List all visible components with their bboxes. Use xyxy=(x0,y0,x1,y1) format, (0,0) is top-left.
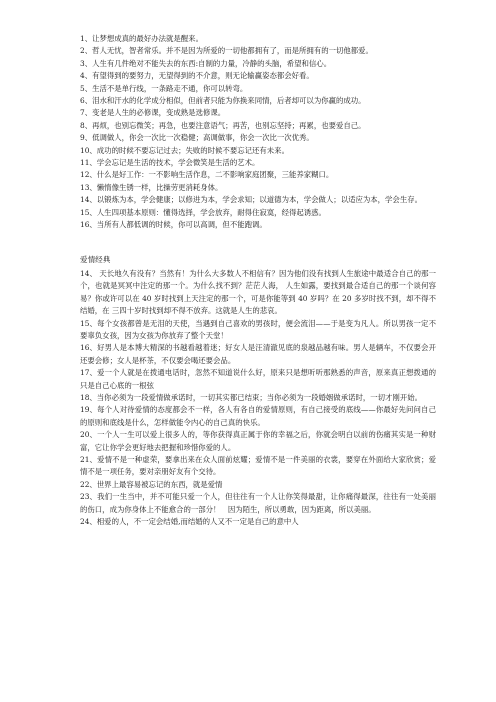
love-quote-item: 23、我们一生当中，并不可能只爱一个人，但往往有一个人让你笑得最甜，让你痛得最深，往往有一处美丽的伤口，成为你身体上不能愈合的一部分！ 因为陌生，所以勇敢，因为距离，所以美丽。 xyxy=(80,492,436,514)
love-quote-item: 21、爱情不是一种虚荣，要拿出来在众人面前炫耀；爱情不是一件美丽的衣裳，要穿在外面给大家欣赏；爱情不是一项任务，要对亲朋好友有个交待。 xyxy=(80,455,436,477)
love-quote-item: 18、当你必须为一段爱情做承诺时，一切其实都已结束；当你必须为一段婚姻做承诺时，一切才刚开始。 xyxy=(80,392,422,402)
quote-item: 6、泪水和汗水的化学成分相似，但前者只能为你换来同情，后者却可以为你赢的成功。 xyxy=(80,96,366,106)
love-quote-item: 24、相爱的人，不一定会结婚,而结婚的人又不一定是自己的意中人 xyxy=(80,517,299,527)
section-heading: 爱情经典 xyxy=(80,254,111,264)
love-quote-item: 17、爱一个人就是在拨通电话时，忽然不知道说什么好，原来只是想听听那熟悉的声音，原来真正想拨通的只是自己心底的一根弦 xyxy=(80,368,436,390)
quote-item: 14、以锻炼为本，学会健康；以修进为本，学会求知；以道德为本，学会做人；以适应为本，学会生存。 xyxy=(80,195,422,205)
love-quote-item: 20、一个人一生可以爱上很多人的，等你获得真正属于你的幸福之后，你就会明白以前的伤痛其实是一种财富，它让你学会更好地去把握和珍惜你爱的人。 xyxy=(80,430,436,452)
quote-item: 4、有望得到的要努力，无望得到的不介意，则无论输赢姿态都会好看。 xyxy=(80,71,314,81)
quote-item: 5、生活不是单行线，一条路走不通，你可以转弯。 xyxy=(80,83,248,93)
love-quote-item: 16、好男人是本博大精深的书越看越着迷；好女人是汪清澈见底的泉越品越有味。男人是辆车，不仅要会开还要会修；女人是杯茶，不仅要会喝还要会品。 xyxy=(80,343,436,365)
love-quote-item: 14、 天长地久有没有？当然有！为什么大多数人不相信有？因为他们没有找到人生旅途中最适合自己的那一个，也就是冥冥中注定的那一个。为什么找不到？茫茫人海， 人生如露，要找到最合适自己的那一个谈何容易？你或许可以在 40 岁时找到上天注定的那一个，可是你能等到 40 岁吗？在 20 多岁时找不到，却不得不结婚，在 三四十岁时找到却不得不放弃。这就是人生的悲哀。 xyxy=(80,268,436,316)
quote-item: 15、人生四项基本原则：懂得选择，学会放弃，耐得住寂寞，经得起诱惑。 xyxy=(80,207,326,217)
love-quote-item: 22、世界上最容易被忘记的东西，就是爱情 xyxy=(80,479,223,489)
quote-item: 8、再烦，也别忘微笑；再急，也要注意语气；再苦，也别忘坚持；再累，也要爱自己。 xyxy=(80,120,366,130)
quote-item: 12、什么是好工作：一不影响生活作息，二不影响家庭团聚，三能养家糊口。 xyxy=(80,170,334,180)
quote-item: 9、低调做人，你会一次比一次稳健；高调做事，你会一次比一次优秀。 xyxy=(80,133,314,143)
quote-item: 1、让梦想成真的最好办法就是醒来。 xyxy=(80,34,203,43)
love-quote-item: 19、每个人对待爱情的态度都会不一样，各人有各自的爱情原则，有自己接受的底线——你最好先问问自己的原则和底线是什么，怎样做能令内心的自己真的快乐。 xyxy=(80,405,436,427)
quote-item: 2、哲人无忧，智者常乐。并不是因为所爱的一切他都拥有了，而是所拥有的一切他都爱。 xyxy=(80,46,373,56)
quote-item: 7、变老是人生的必修课，变成熟是选修课。 xyxy=(80,108,226,118)
quote-item: 11、学会忘记是生活的技术，学会微笑是生活的艺术。 xyxy=(80,158,260,168)
quote-item: 13、懒惰像生锈一样，比操劳更消耗身体。 xyxy=(80,182,223,192)
quotes-section xyxy=(80,33,436,232)
quote-item: 3、人生有几件绝对不能失去的东西:自制的力量，冷静的头脑，希望和信心。 xyxy=(80,58,332,68)
quote-item: 16、当所有人都低调的时候，你可以高调，但不能跑调。 xyxy=(80,220,267,230)
love-classics-section xyxy=(80,254,436,529)
love-quote-item: 15、每个女孩都曾是无泪的天使，当遇到自己喜欢的男孩时，便会流泪——于是变为凡人。所以男孩一定不要辜负女孩，因为女孩为你放弃了整个天堂！ xyxy=(80,318,436,340)
section-gap xyxy=(80,232,436,254)
quote-item: 10、成功的时候不要忘记过去；失败的时候不要忘记还有未来。 xyxy=(80,145,289,155)
